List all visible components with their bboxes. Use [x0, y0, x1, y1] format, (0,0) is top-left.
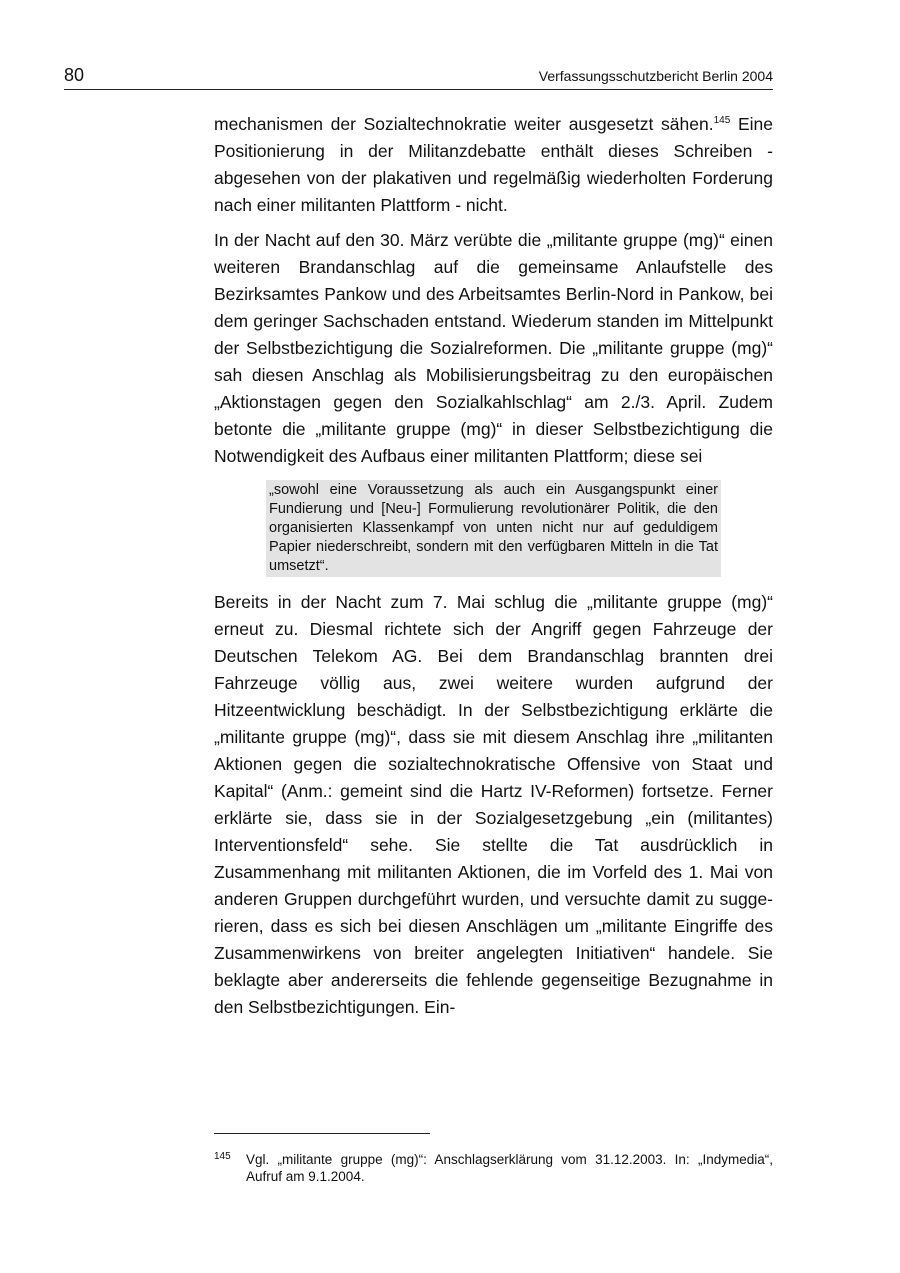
footnote-number: 145	[214, 1151, 231, 1162]
footnote-ref-145: 145	[713, 115, 731, 127]
page-number: 80	[64, 65, 85, 85]
running-title: Verfassungsschutzbericht Berlin 2004	[538, 68, 773, 84]
footnote-text: Vgl. „militante gruppe (mg)“: Anschlagserklärung vom 31.12.2003. In: „Indymedia“, Aufruf am 9.1.2004.	[246, 1152, 773, 1184]
paragraph-3: Bereits in der Nacht zum 7. Mai schlug die „militante gruppe (mg)“ erneut zu. Diesmal richtete sich der Angriff gegen Fahrzeuge der Deutschen Telekom AG. Bei dem Brandanschlag brannten drei Fahrzeuge völlig aus, zwei weitere wurden aufgrund der Hitzeentwicklung beschädigt. In der Selbstbezichtigung erklärte die „militante gruppe (mg)“, dass sie mit diesem Anschlag ihre „militanten Aktionen gegen die sozialtechnokratische Offensive von Staat und Kapital“ (Anm.: gemeint sind die Hartz IV-Reformen) fortsetze. Ferner erklärte sie, dass sie in der Sozialgesetzgebung „ein (militantes) Interventionsfeld“ sehe. Sie stellte die Tat ausdrücklich in Zusammenhang mit militanten Aktionen, die im Vorfeld des 1. Mai von anderen Gruppen durchgeführt wurden, und versuchte damit zu suggerieren, dass es sich bei diesen Anschlägen um „militante Eingriffe des Zusammenwirkens von breiter angelegten Initiativen“ handele. Sie beklagte aber andererseits die fehlende gegenseitige Bezugnahme in den Selbstbezichtigungen. Ein-	[214, 592, 773, 1017]
block-quote: „sowohl eine Voraussetzung als auch ein Ausgangspunkt einer Fundierung und [Neu-] Formulierung revolutionärer Politik, die den organisierten Klassenkampf von unten nicht nur auf geduldigem Papier niederschreibt, sondern mit den verfügbaren Mitteln in die Tat umsetzt“.	[266, 480, 721, 577]
page-header	[64, 64, 773, 90]
paragraph-2: In der Nacht auf den 30. März verübte die „militante gruppe (mg)“ einen weiteren Brandanschlag auf die gemeinsame Anlaufstelle des Bezirksamtes Pankow und des Arbeitsamtes Berlin-Nord in Pankow, bei dem geringer Sachschaden entstand. Wiederum standen im Mittelpunkt der Selbstbezichtigung die Sozialreformen. Die „militante gruppe (mg)“ sah diesen Anschlag als Mobilisierungsbeitrag zu den europäischen „Aktionstagen gegen den Sozialkahlschlag“ am 2./3. April. Zudem betonte die „militante gruppe (mg)“ in dieser Selbstbezichtigung die Notwendigkeit des Aufbaus einer militanten Plattform; diese sei	[214, 230, 773, 466]
footnote-rule	[214, 1133, 430, 1134]
footnote	[214, 1151, 773, 1185]
body-text	[214, 111, 773, 1021]
paragraph-1-end: Eine Positionierung in der Militanzdebatte enthält dieses Schreiben - abgesehen von der plakativen und regelmäßig wiederholten Forderung nach einer militanten Plattform - nicht.	[214, 114, 774, 215]
paragraph-1-start: mechanismen der Sozialtechnokratie weiter ausgesetzt sähen.	[214, 114, 714, 134]
paragraph-1	[214, 111, 773, 219]
